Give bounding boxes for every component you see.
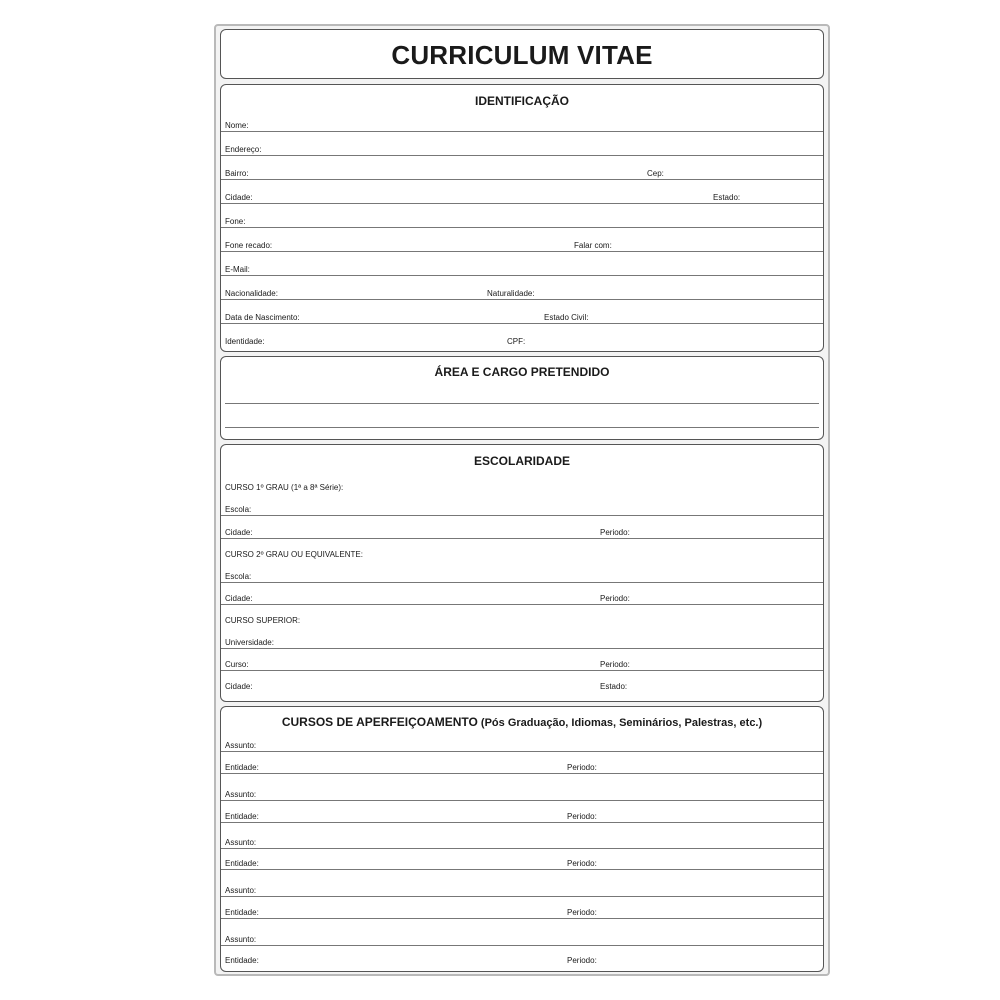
label-periodo-c2: Periodo: [567, 812, 597, 821]
label-cidade-1: Cidade: [225, 528, 253, 537]
row-entidade-5[interactable] [221, 952, 823, 966]
label-identidade: Identidade: [225, 337, 265, 346]
label-nacionalidade: Nacionalidade: [225, 289, 278, 298]
heading-curso-superior [221, 612, 823, 626]
label-entidade-4: Entidade: [225, 908, 259, 917]
title-box [220, 29, 824, 79]
row-assunto-3[interactable] [221, 834, 823, 849]
label-entidade-2: Entidade: [225, 812, 259, 821]
row-assunto-5[interactable] [221, 931, 823, 946]
row-curso[interactable] [221, 656, 823, 671]
row-escola-1[interactable] [221, 501, 823, 516]
row-data-nascimento[interactable] [221, 309, 823, 324]
row-nacionalidade[interactable] [221, 285, 823, 300]
section-title-identificacao: IDENTIFICAÇÃO [475, 94, 569, 108]
label-falar-com: Falar com: [574, 241, 612, 250]
section-cursos [220, 706, 824, 972]
label-escola-1: Escola: [225, 505, 252, 514]
label-endereco: Endereço: [225, 145, 262, 154]
document-title: CURRICULUM VITAE [391, 40, 653, 70]
label-curso-superior: CURSO SUPERIOR: [225, 616, 301, 625]
row-cidade-3[interactable] [221, 678, 823, 692]
label-periodo-3: Periodo: [600, 660, 630, 669]
row-assunto-4[interactable] [221, 882, 823, 897]
label-curso: Curso: [225, 660, 249, 669]
row-entidade-4[interactable] [221, 904, 823, 919]
label-assunto-1: Assunto: [225, 741, 257, 750]
label-estado-escolaridade: Estado: [600, 682, 628, 691]
label-bairro: Bairro: [225, 169, 249, 178]
form-sheet [214, 24, 830, 976]
label-cpf: CPF: [507, 337, 526, 346]
row-cidade-2[interactable] [221, 590, 823, 605]
label-nome: Nome: [225, 121, 249, 130]
label-periodo-c5: Periodo: [567, 956, 597, 965]
row-entidade-3[interactable] [221, 855, 823, 870]
label-periodo-c4: Periodo: [567, 908, 597, 917]
row-bairro[interactable] [221, 165, 823, 180]
heading-curso2 [221, 546, 823, 560]
label-escola-2: Escola: [225, 572, 252, 581]
section-title-escolaridade: ESCOLARIDADE [473, 454, 570, 468]
label-curso1: CURSO 1º GRAU (1ª a 8ª Série): [225, 483, 344, 492]
area-line-2[interactable] [225, 427, 819, 428]
row-entidade-2[interactable] [221, 808, 823, 823]
label-curso2: CURSO 2º GRAU OU EQUIVALENTE: [225, 550, 363, 559]
label-fone-recado: Fone recado: [225, 241, 273, 250]
cursos-title: CURSOS DE APERFEIÇOAMENTO [281, 715, 478, 729]
heading-curso1 [221, 479, 823, 493]
row-cidade[interactable] [221, 189, 823, 204]
label-estado: Estado: [713, 193, 741, 202]
row-fone-recado[interactable] [221, 237, 823, 252]
label-assunto-3: Assunto: [225, 838, 257, 847]
row-universidade[interactable] [221, 634, 823, 649]
section-title-cursos [221, 715, 823, 729]
label-entidade-5: Entidade: [225, 956, 259, 965]
row-assunto-1[interactable] [221, 737, 823, 752]
label-cidade: Cidade: [225, 193, 253, 202]
label-assunto-2: Assunto: [225, 790, 257, 799]
label-estado-civil: Estado Civil: [544, 313, 589, 322]
section-identificacao [220, 84, 824, 352]
label-assunto-4: Assunto: [225, 886, 257, 895]
label-cidade-3: Cidade: [225, 682, 253, 691]
row-endereco[interactable] [221, 141, 823, 156]
area-line-1[interactable] [225, 403, 819, 404]
section-title-area: ÁREA E CARGO PRETENDIDO [434, 365, 610, 379]
label-cep: Cep: [647, 169, 664, 178]
label-assunto-5: Assunto: [225, 935, 257, 944]
row-fone[interactable] [221, 213, 823, 228]
row-escola-2[interactable] [221, 568, 823, 583]
row-nome[interactable] [221, 117, 823, 132]
label-entidade-3: Entidade: [225, 859, 259, 868]
label-entidade-1: Entidade: [225, 763, 259, 772]
label-periodo-2: Periodo: [600, 594, 630, 603]
label-email: E-Mail: [225, 265, 250, 274]
label-naturalidade: Naturalidade: [487, 289, 535, 298]
row-identidade[interactable] [221, 333, 823, 347]
label-periodo-c3: Periodo: [567, 859, 597, 868]
section-area-cargo [220, 356, 824, 440]
label-periodo-c1: Periodo: [567, 763, 597, 772]
row-assunto-2[interactable] [221, 786, 823, 801]
label-fone: Fone: [225, 217, 246, 226]
row-cidade-1[interactable] [221, 524, 823, 539]
label-periodo-1: Periodo: [600, 528, 630, 537]
label-data-nascimento: Data de Nascimento: [225, 313, 300, 322]
label-universidade: Universidade: [225, 638, 274, 647]
label-cidade-2: Cidade: [225, 594, 253, 603]
row-email[interactable] [221, 261, 823, 276]
section-escolaridade [220, 444, 824, 702]
cursos-subtitle: (Pós Graduação, Idiomas, Seminários, Palestras, etc.) [477, 717, 763, 729]
row-entidade-1[interactable] [221, 759, 823, 774]
